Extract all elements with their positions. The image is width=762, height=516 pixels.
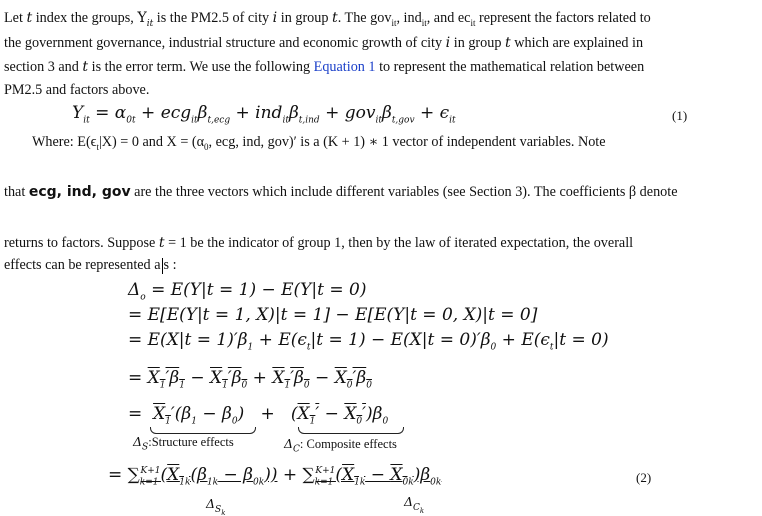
structure-effects-label: $\Delta_S:Structure$ effects bbox=[133, 434, 234, 453]
where-line: Where: $E(\epsilon_t|X) = 0$ and $X = (\alpha_0$, ecg, ind, gov)′ is a (K + 1) ∗ 1 vector of independent variables. Note bbox=[32, 134, 606, 152]
composite-brace bbox=[298, 427, 404, 434]
eq2-line-4: = $X_1'\beta_1 - X_1'\beta_0 + X_1'\beta_0 - X_0'\beta_0$ bbox=[128, 368, 372, 391]
equation-1-number: (1) bbox=[672, 108, 688, 123]
text-cursor bbox=[162, 258, 163, 274]
equation-1: $Y_{it} = \alpha_{0t} + ecg_{it}\beta_{t,ecg} + ind_{it}\beta_{t,ind} + gov_{it}\beta_{t,gov} + \epsilon_{it}$ bbox=[72, 103, 456, 126]
equation-1-link[interactable]: Equation 1 bbox=[313, 59, 376, 75]
paragraph-line-3: section 3 and t is the error term. We use the following Equation 1 to represent the mathematical relation between bbox=[4, 59, 645, 75]
composite-effects-label: $\Delta_C$: Composite effects bbox=[284, 436, 397, 455]
paragraph-line-1: Let t index the groups, $Y_{it}$ is the PM2.5 of city i in group t. The gov$_{it}$, ind$_{it}$, and $ec_{it}$ represent the factors related to bbox=[4, 10, 651, 29]
eq2-line-1: $\Delta_o = E(Y|t = 1) - E(Y|t = 0)$ bbox=[128, 280, 367, 303]
structure-brace bbox=[150, 427, 256, 434]
eq2-line-6: = $\sum_{k=1}^{K+1}(X_{1k}(\beta_{1k} - \beta_{0k})) + \sum_{k=1}^{K+1}(X_{1k} - X_{0k})\beta_{0k}$ bbox=[108, 465, 442, 488]
that-line: that ecg, ind, gov are the three vectors which include different variables (see Section 3). The coefficients β denote bbox=[4, 184, 678, 200]
eq2-line-3: = $E(X|t = 1)'\beta_1 + E(\epsilon_t|t = 1) - E(X|t = 0)'\beta_0 + E(\epsilon_t|t = 0)$ bbox=[128, 330, 609, 353]
paragraph-line-2: the government governance, industrial structure and economic growth of city i in group t which are explained in bbox=[4, 35, 644, 51]
effects-line: effects can be represented a s : bbox=[4, 257, 177, 273]
paragraph-line-4: PM2.5 and factors above. bbox=[4, 82, 150, 98]
eq2-line-5: = $X_1'(\beta_1 - \beta_0) + (X_1' - X_0')\beta_0$ bbox=[128, 404, 389, 427]
delta-s-k-label: $\Delta_{S_k}$ bbox=[206, 496, 226, 516]
eq2-line-2: = E[E(Y|t = 1, X)|t = 1] − E[E(Y|t = 0, X)|t = 0] bbox=[128, 305, 538, 325]
equation-2-number: (2) bbox=[636, 470, 652, 485]
delta-c-k-label: $\Delta_{C_k}$ bbox=[404, 494, 425, 515]
returns-line: returns to factors. Suppose t = 1 be the indicator of group 1, then by the law of iterated expectation, the overall bbox=[4, 235, 634, 251]
